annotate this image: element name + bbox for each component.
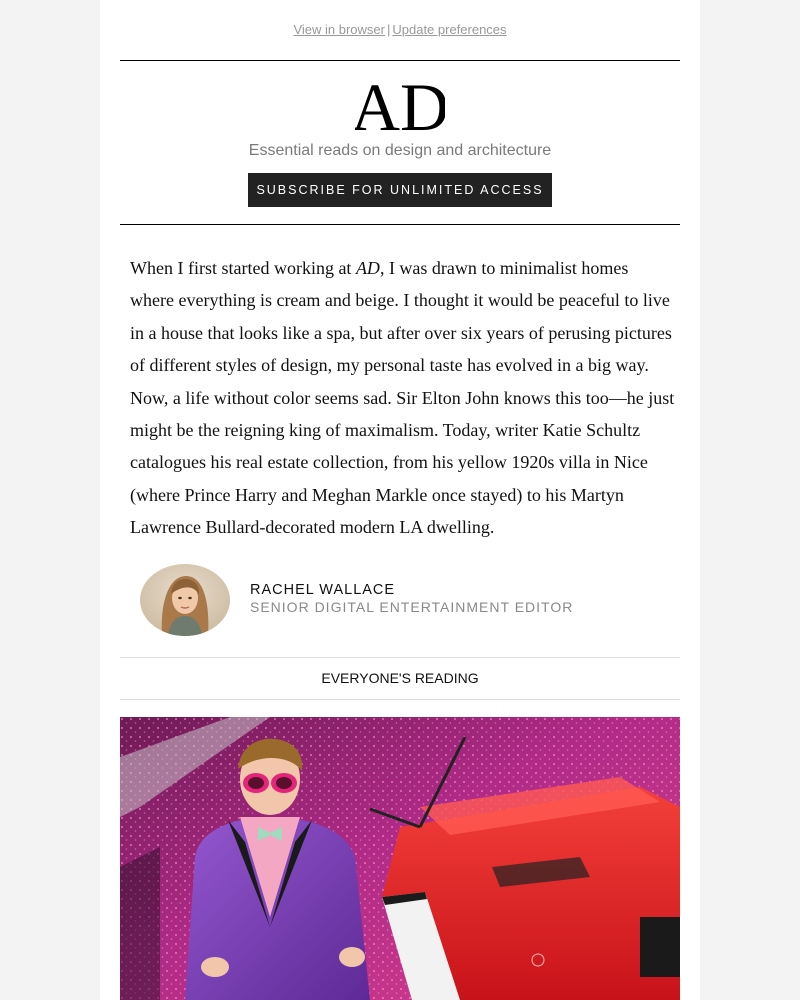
- tagline: Essential reads on design and architecture: [248, 142, 552, 159]
- header-bottom-rule: [120, 224, 680, 225]
- publication-name: AD: [355, 258, 380, 278]
- avatar-portrait: [140, 564, 230, 636]
- logo-text: AD: [355, 72, 445, 134]
- header-top-rule: [120, 60, 680, 61]
- author-name: RACHEL WALLACE: [250, 582, 396, 598]
- intro-paragraph: [130, 252, 676, 544]
- section-top-rule: [120, 657, 680, 658]
- ad-logo-mark: [355, 72, 445, 134]
- author-avatar: [140, 564, 230, 636]
- ad-logo[interactable]: [100, 72, 700, 139]
- link-separator: |: [386, 22, 391, 37]
- email-body: [100, 0, 700, 1000]
- hero-photo: [120, 717, 680, 1000]
- author-byline: [140, 564, 660, 636]
- intro-text-2: , I was drawn to minimalist homes where everything is cream and beige. I thought it would be peaceful to live in a house that looks like a spa, but after over six years of perusing pictures of different styles of design, my personal taste has evolved in a big way. Now, a life without color seems sad. Sir Elton John knows this too—he just might be the reigning king of maximalism. Today, writer Katie Schultz catalogues his real estate collection, from his yellow 1920s villa in Nice (where Prince Harry and Meghan Markle once stayed) to his Martyn Lawrence Bullard-decorated modern LA dwelling.: [130, 258, 675, 538]
- top-links: [100, 22, 700, 37]
- view-in-browser-link[interactable]: View in browser: [293, 22, 385, 37]
- author-title: SENIOR DIGITAL ENTERTAINMENT EDITOR: [250, 599, 574, 615]
- hero-image[interactable]: [120, 717, 680, 1000]
- update-preferences-link[interactable]: Update preferences: [392, 22, 507, 37]
- subscribe-button[interactable]: SUBSCRIBE FOR UNLIMITED ACCESS: [248, 173, 552, 207]
- section-heading: EVERYONE'S READING: [321, 670, 479, 686]
- intro-text-1: When I first started working at: [130, 258, 356, 278]
- section-bottom-rule: [120, 699, 680, 700]
